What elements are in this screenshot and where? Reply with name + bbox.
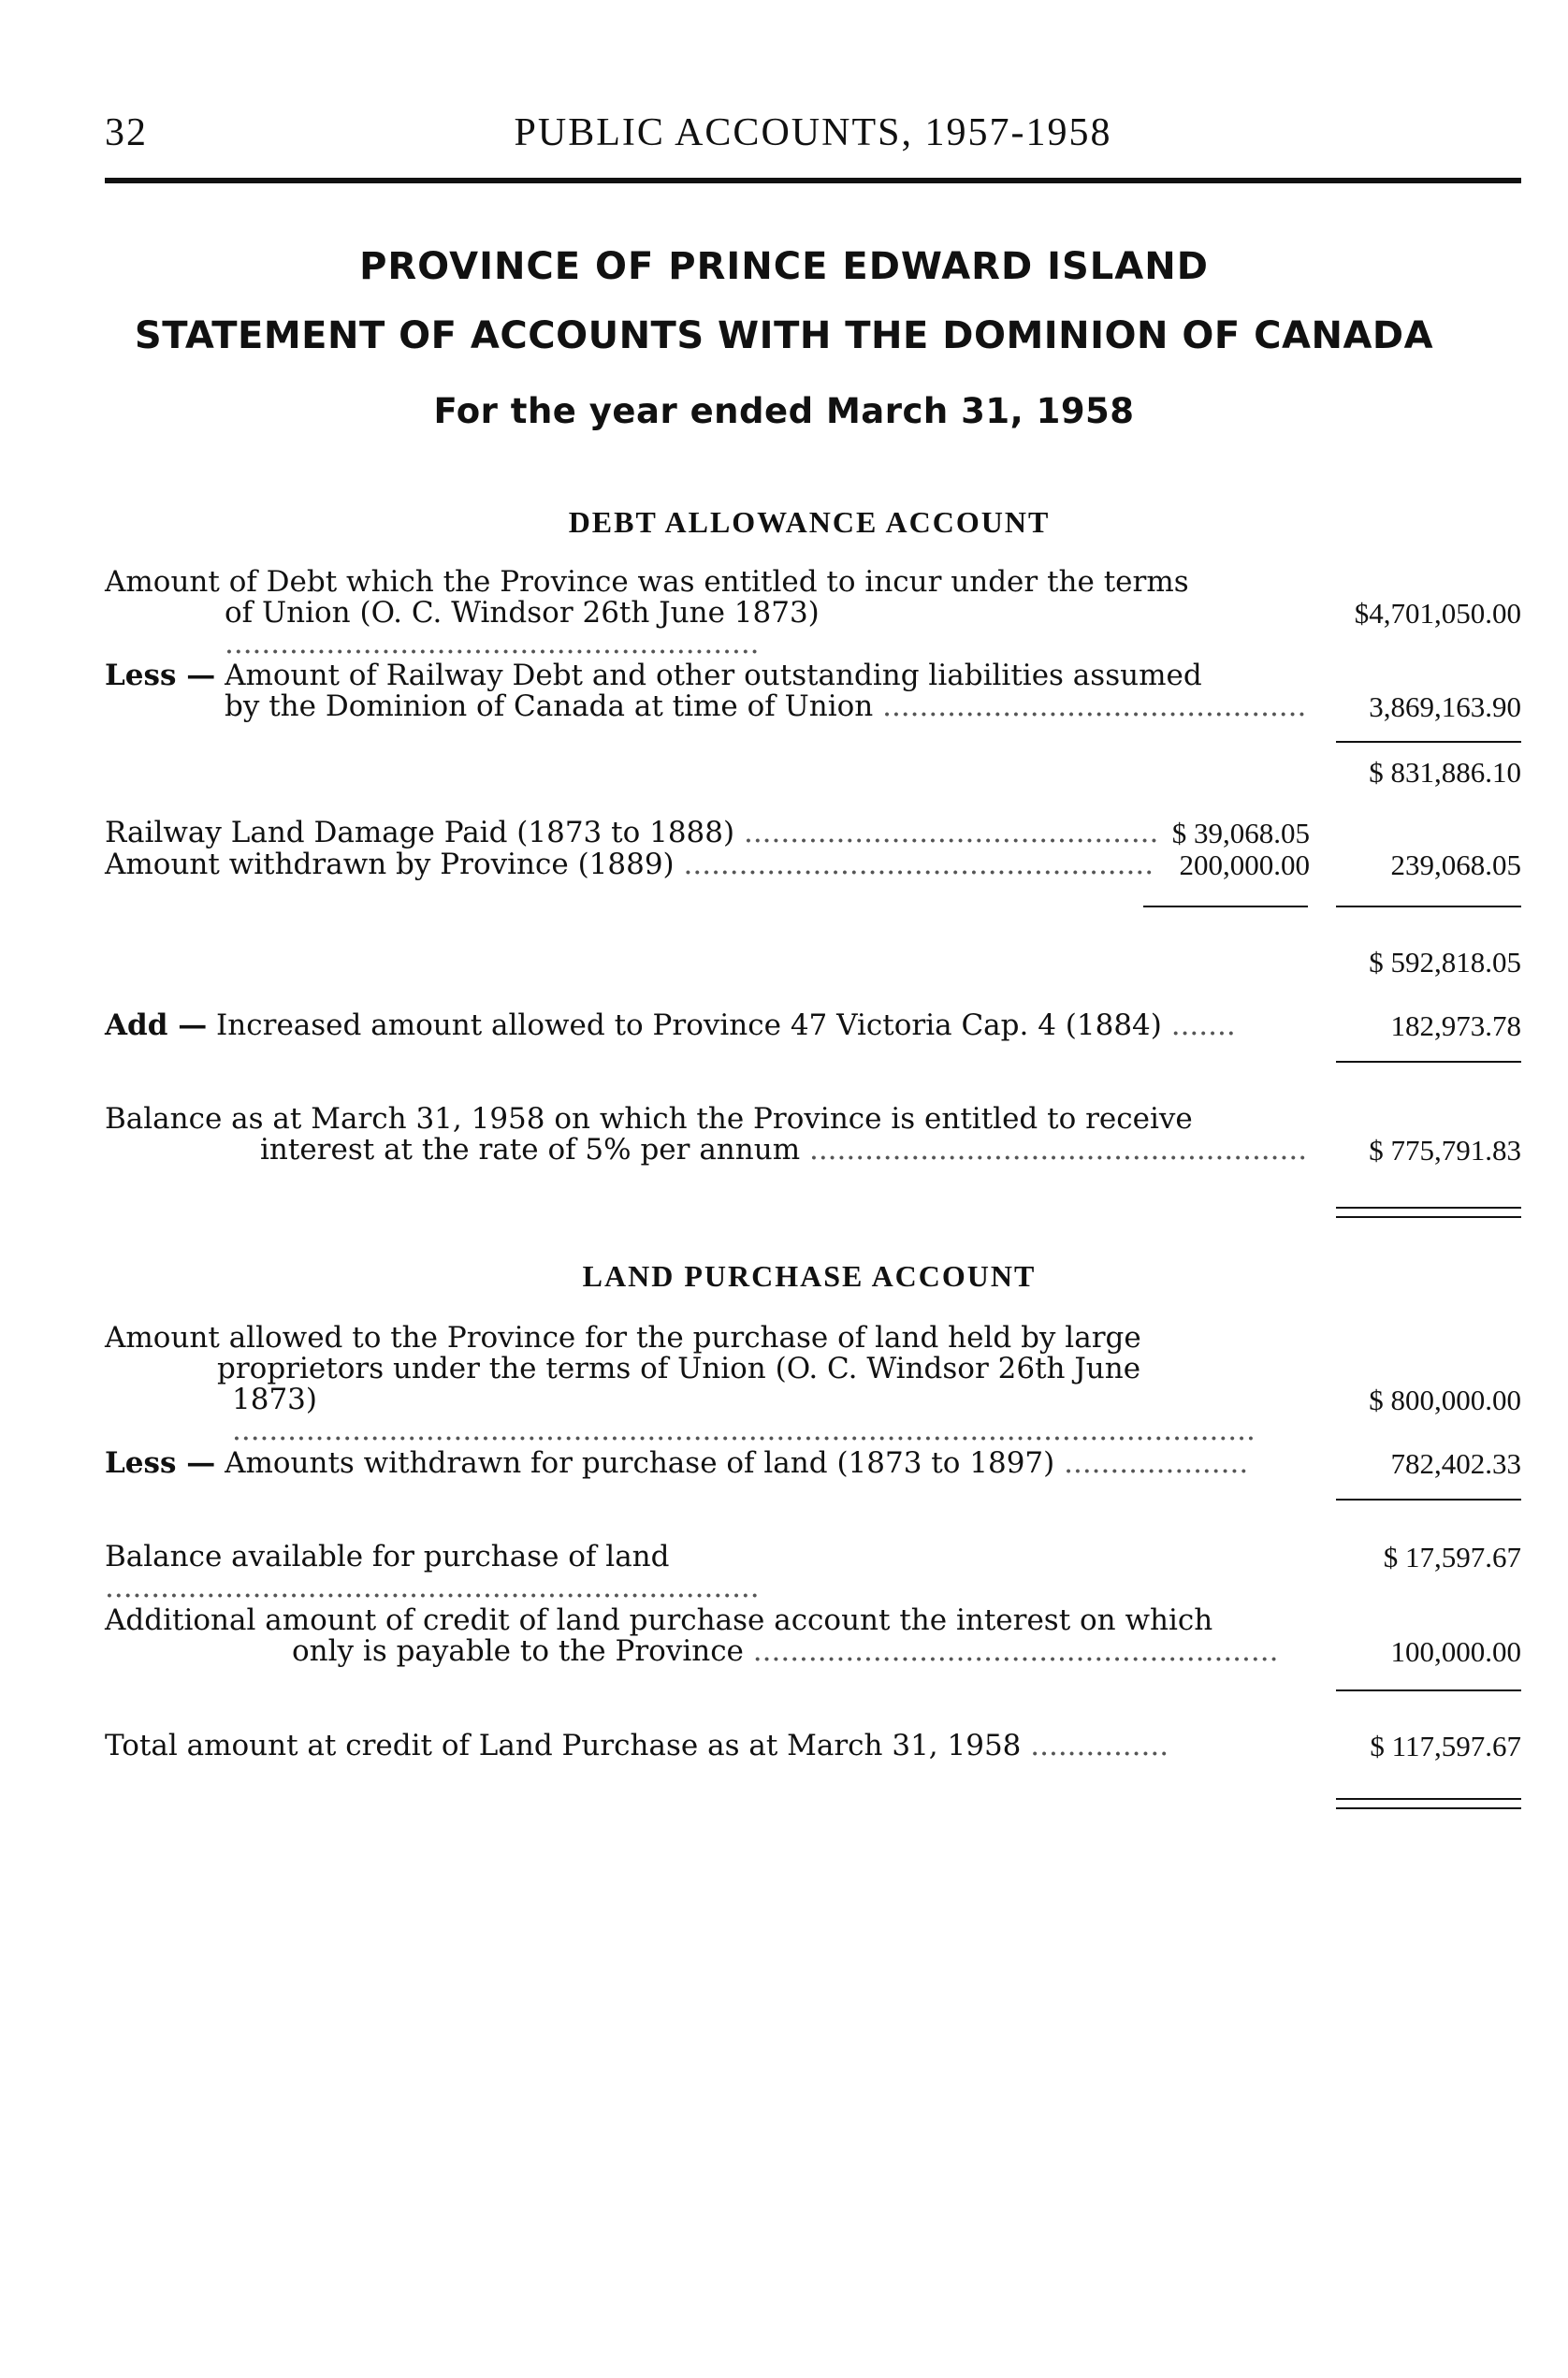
amount-balance: $ 775,791.83 [1369, 1134, 1521, 1167]
amount-debt: $4,701,050.00 [1354, 597, 1521, 630]
subtotal-1: $ 831,886.10 [1369, 756, 1521, 789]
amount-less-railway: 3,869,163.90 [1369, 690, 1521, 723]
row-text-line: Amount of Railway Debt and other outstanding liabilities assumed [215, 659, 1202, 692]
row-text-line: Amount withdrawn by Province (1889) [105, 848, 675, 881]
row-text-line: by the Dominion of Canada at time of Union [225, 689, 874, 723]
amount-land-damage: $ 39,068.05 [1171, 817, 1310, 849]
title-province: PROVINCE OF PRINCE EDWARD ISLAND [359, 245, 1209, 288]
less-label: Less — [105, 1446, 216, 1480]
row-text-line: Balance available for purchase of land [105, 1540, 670, 1573]
document-page: 32 PUBLIC ACCOUNTS, 1957-1958 PROVINCE OF PRINCE EDWARD ISLAND STATEMENT OF ACCOUNTS WITH THE DOMINION OF CANADA For the year ended March 31, 1958 DEBT ALLOWANCE ACCOUNT Amount of Debt which the Province was entitled to incur under the terms of Union (O. C. Windsor 26th June 1873) .......................................................... $4,701,050.00 Less — Amount of Railway Debt and other outstanding liabilities assumed by the Dominion of Canada at time of Union .............................................. 3,869,163.90 $ 831,886.10 Railway Land Damage Paid (1873 to 1888) ............................................. $ 39,068.05 Amount withdrawn by Province (1889) ................................................... 200,000.00 239,068.05 $ 592,818.05 Add — Increased amount allowed to Province 47 Victoria Cap. 4 (1884) ....... 182,973.78 Balance as at March 31, 1958 on which the Province is entitled to receive interest at the rate of 5% per annum ...................................................... $ 775,791.83 LAND PURCHASE ACCOUNT Amount allowed to the Province for the purchase of land held by large proprietors under the terms of Union (O. C. Windsor 26th June 1873) ............................................................................................................... $ 800,000.00 Less — Amounts withdrawn for purchase of land (1873 to 1897) .................... 782,402.33 Balance available for purchase of land ....................................................................... $ 17,597.67 Additional amount of credit of land purchase account the interest on which only is payable to the Province ......................................................... 100,000.00 Total amount at credit of Land Purchase as at March 31, 1958 ............... $ 117,597.67 [0, 0, 1568, 2378]
page-number: 32 [105, 111, 148, 154]
amount-total-land: $ 117,597.67 [1370, 1730, 1521, 1762]
amount-additional: 100,000.00 [1390, 1635, 1521, 1668]
total-withdrawn: 239,068.05 [1390, 848, 1521, 881]
total-rule [1336, 741, 1521, 743]
amount-land-allowed: $ 800,000.00 [1369, 1384, 1521, 1416]
row-text-line: only is payable to the Province [292, 1634, 744, 1668]
double-rule [1336, 1216, 1521, 1218]
row-text-line: interest at the rate of 5% per annum [260, 1133, 801, 1167]
amount-withdrawn-1889: 200,000.00 [1179, 848, 1310, 881]
row-text-line: Amounts withdrawn for purchase of land (1873 to 1897) [215, 1446, 1055, 1480]
double-rule [1336, 1207, 1521, 1209]
amount-less-withdrawn: 782,402.33 [1390, 1447, 1521, 1480]
amount-add-increase: 182,973.78 [1390, 1009, 1521, 1042]
row-text-line: Amount allowed to the Province for the purchase of land held by large [105, 1321, 1141, 1355]
row-text-line: Railway Land Damage Paid (1873 to 1888) [105, 816, 735, 849]
total-rule [1336, 1061, 1521, 1063]
row-text-line: Total amount at credit of Land Purchase as at March 31, 1958 [105, 1729, 1022, 1762]
row-text-line: Balance as at March 31, 1958 on which the Province is entitled to receive [105, 1102, 1193, 1136]
row-text-line: Increased amount allowed to Province 47 Victoria Cap. 4 (1884) [207, 1008, 1162, 1042]
total-rule [1336, 1689, 1521, 1691]
row-text-line: of Union (O. C. Windsor 26th June 1873) [225, 596, 820, 630]
header-rule [105, 178, 1521, 183]
total-rule [1336, 906, 1521, 907]
running-title: PUBLIC ACCOUNTS, 1957-1958 [514, 111, 1112, 154]
title-statement: STATEMENT OF ACCOUNTS WITH THE DOMINION OF CANADA [134, 314, 1434, 357]
double-rule [1336, 1807, 1521, 1809]
row-text-line: Additional amount of credit of land purchase account the interest on which [105, 1603, 1213, 1637]
subtotal-2: $ 592,818.05 [1369, 946, 1521, 979]
title-year: For the year ended March 31, 1958 [433, 391, 1135, 431]
section-heading-debt-allowance: DEBT ALLOWANCE ACCOUNT [568, 505, 1051, 539]
total-rule [1336, 1499, 1521, 1501]
total-rule [1143, 906, 1308, 907]
amount-available: $ 17,597.67 [1383, 1541, 1521, 1573]
row-text-line: proprietors under the terms of Union (O. C. Windsor 26th June [217, 1352, 1141, 1385]
section-heading-land-purchase: LAND PURCHASE ACCOUNT [582, 1259, 1037, 1293]
row-text-line: 1873) [232, 1383, 317, 1416]
row-text-line: Amount of Debt which the Province was entitled to incur under the terms [105, 565, 1189, 599]
add-label: Add — [105, 1008, 208, 1042]
less-label: Less — [105, 659, 216, 692]
double-rule [1336, 1798, 1521, 1800]
